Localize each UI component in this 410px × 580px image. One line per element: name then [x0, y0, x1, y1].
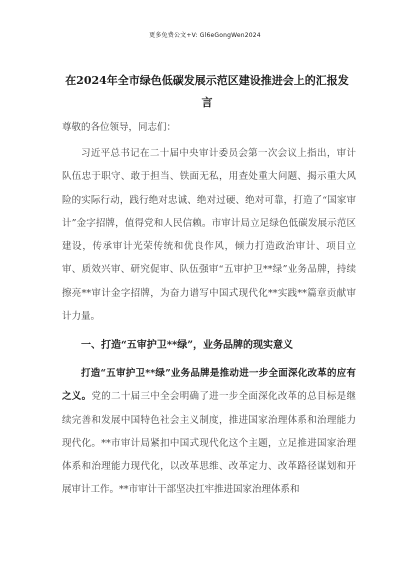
section-1-paragraph — [62, 362, 356, 502]
document-title: 在2024年全市绿色低碳发展示范区建设推进会上的汇报发言 — [65, 74, 349, 109]
intro-paragraph: 习近平总书记在二十届中央审计委员会第一次会议上指出，审计队伍忠于职守、敢于担当、铁面无私，用查处重大问题、揭示重大风险的实际行动，践行绝对忠诚、绝对过硬、绝对可靠，打造了“国家审计”金字招牌，值得党和人民信赖。市审计局立足绿色低碳发展示范区建设，传承审计光荣传统和优良作风，倾力打造政治审计、项目立审、质效兴审、研究促审、队伍强审“五审护卫**绿”业务品牌，持续擦亮**审计金字招牌，为奋力谱写中国式现代化**实践**篇章贡献审计力量。 — [62, 148, 356, 323]
header-note: 更多免费公文+V: Gl6eGongWen2024 — [149, 32, 261, 39]
salutation: 尊敬的各位领导，同志们： — [62, 122, 177, 133]
section-1-lead-sentence: 打造“五审护卫**绿”业务品牌是推动进一步全面深化改革的应有之义。 — [62, 368, 356, 403]
section-1-body-text: 党的二十届三中全会明确了进一步全面深化改革的总目标是继续完善和发展中国特色社会主义制度，推进国家治理体系和治理能力现代化。**市审计局紧扣中国式现代化这个主题，立足推进国家治理体系和治理能力现代化，以改革思维、改革定力、改革路径谋划和开展审计工作。**市审计干部坚决扛牢推进国家治理体系和 — [62, 391, 356, 496]
section-heading-1: 一、打造“五审护卫**绿”，业务品牌的现实意义 — [81, 340, 293, 351]
